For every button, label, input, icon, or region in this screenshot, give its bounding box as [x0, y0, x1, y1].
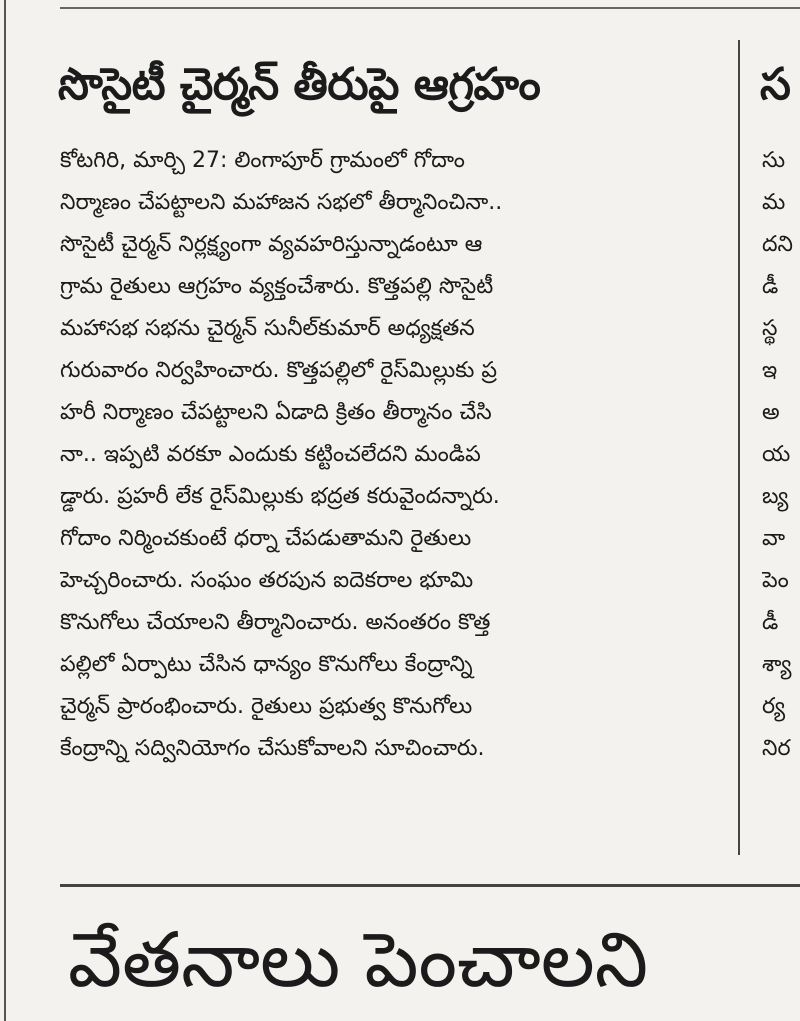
adjacent-line: దని — [762, 232, 793, 257]
adjacent-line: స్థ — [762, 316, 778, 341]
body-line: సొసైటీ చైర్మన్ నిర్లక్ష్యంగా వ్యవహరిస్తున్నాడంటూ ఆ — [60, 232, 483, 257]
adjacent-line: డీ — [762, 274, 779, 299]
adjacent-line: వా — [762, 526, 786, 551]
section-divider — [60, 884, 800, 887]
body-line: నిర్మాణం చేపట్టాలని మహాజన సభలో తీర్మానించినా.. — [60, 190, 503, 215]
body-line: హెచ్చరించారు. సంఘం తరపున ఐదెకరాల భూమి — [60, 568, 474, 593]
next-article-headline: వేతనాలు పెంచాలని — [68, 915, 649, 1004]
adjacent-line: అ — [762, 400, 780, 425]
adjacent-line: పెం — [762, 568, 789, 593]
page-left-border — [4, 0, 6, 1021]
adjacent-line: బ్య — [762, 484, 789, 509]
body-line: కొనుగోలు చేయాలని తీర్మానించారు. అనంతరం కొత్త — [60, 610, 491, 635]
adjacent-line: శ్యా — [762, 652, 792, 677]
body-line: డ్డారు. ప్రహరీ లేక రైస్‌మిల్లుకు భద్రత కరువైందన్నారు. — [60, 484, 500, 509]
body-line: పల్లిలో ఏర్పాటు చేసిన ధాన్యం కొనుగోలు కేంద్రాన్ని — [60, 652, 473, 677]
adjacent-column-fragment — [762, 140, 800, 770]
column-divider — [738, 40, 740, 855]
body-line: గోదాం నిర్మించకుంటే ధర్నా చేపడుతామని రైతులు — [60, 526, 472, 551]
adjacent-line: మ — [762, 190, 786, 215]
adjacent-line: నిర — [762, 736, 791, 761]
article-headline: సొసైటీ చైర్మన్ తీరుపై ఆగ్రహం — [58, 59, 541, 110]
adjacent-line: ఇ — [762, 358, 778, 383]
body-line: గురువారం నిర్వహించారు. కొత్తపల్లిలో రైస్‌మిల్లుకు ప్ర — [60, 358, 497, 383]
body-line: మహాసభ సభను చైర్మన్ సునీల్‌కుమార్ అధ్యక్షతన — [60, 316, 475, 341]
top-rule — [60, 7, 800, 9]
adjacent-line: సు — [762, 148, 786, 173]
body-line: నా.. ఇప్పటి వరకూ ఎందుకు కట్టించలేదని మండిప — [60, 442, 481, 467]
body-line: గ్రామ రైతులు ఆగ్రహం వ్యక్తంచేశారు. కొత్తపల్లి సొసైటీ — [60, 274, 494, 299]
adjacent-line: య — [762, 442, 791, 467]
body-line: హరీ నిర్మాణం చేపట్టాలని ఏడాది క్రితం తీర్మానం చేసి — [60, 400, 492, 425]
adjacent-headline-fragment: స — [760, 59, 791, 110]
body-line: కేంద్రాన్ని సద్వినియోగం చేసుకోవాలని సూచించారు. — [60, 736, 485, 761]
body-line: కోటగిరి, మార్చి 27: లింగాపూర్ గ్రామంలో గోదాం — [60, 148, 465, 173]
body-line: చైర్మన్ ప్రారంభించారు. రైతులు ప్రభుత్వ కొనుగోలు — [60, 694, 473, 719]
article-body — [60, 140, 724, 770]
adjacent-line: ర్య — [762, 694, 786, 719]
adjacent-line: డీ — [762, 610, 779, 635]
